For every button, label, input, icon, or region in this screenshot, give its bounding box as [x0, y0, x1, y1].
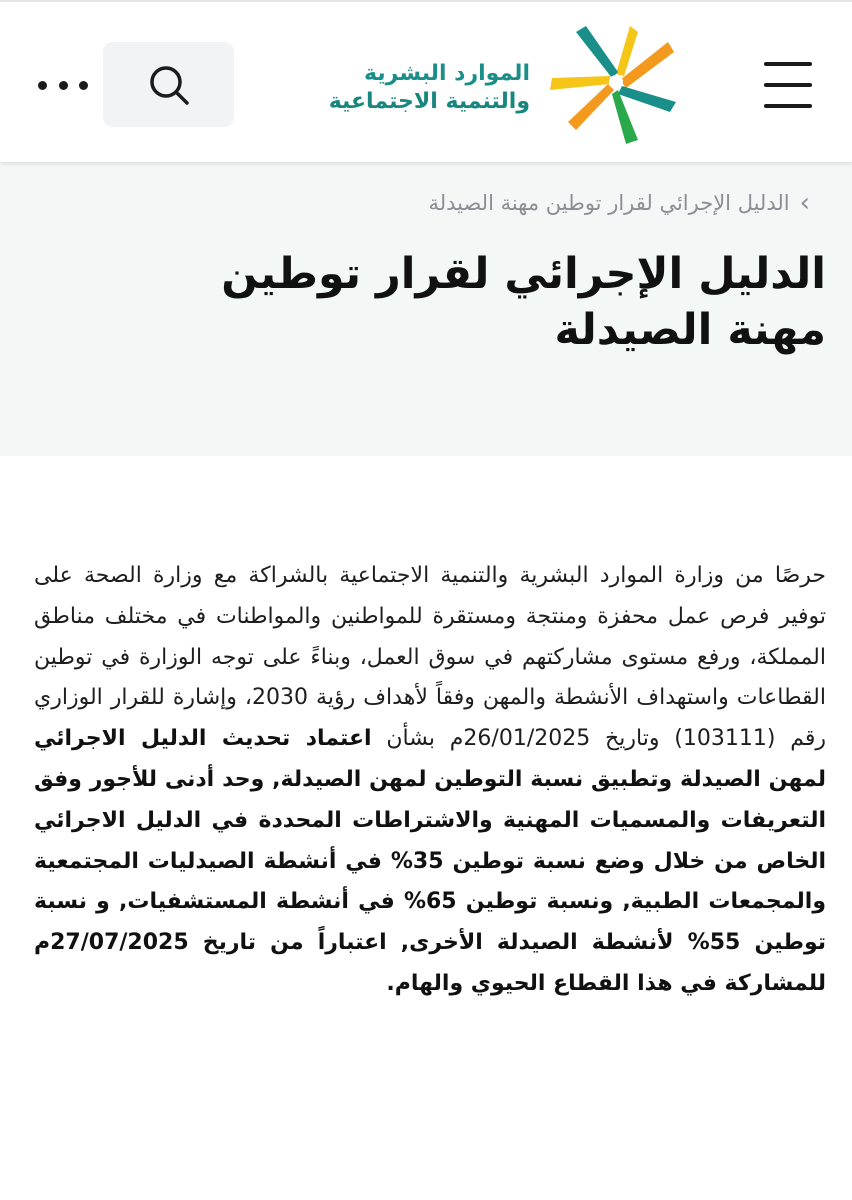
breadcrumb[interactable] [428, 190, 810, 216]
hamburger-menu-button[interactable] [764, 62, 812, 108]
paragraph-text: حرصًا من وزارة الموارد البشرية والتنمية الاجتماعية بالشراكة مع وزارة الصحة على توفير فرص عمل محفزة ومنتجة ومستقرة للمواطنين والمواطنات في مختلف مناطق المملكة، ورفع مستوى مشاركتهم في سوق العمل، وبناءً على توجه الوزارة في توطين القطاعات واستهداف الأنشطة والمهن وفقاً لأهداف رؤية 2030، وإشارة للقرار الوزاري رقم (103111) وتاريخ 26/01/2025م بشأن [34, 563, 827, 752]
paragraph-bold-text: اعتماد تحديث الدليل الاجرائي لمهن الصيدلة وتطبيق نسبة التوطين لمهن الصيدلة, وحد أدنى للأجور وفق التعريفات والمسميات المهنية والاشتراطات المحددة في الدليل الاجرائي الخاص من خلال وضع نسبة توطين 35% في أنشطة الصيدليات المجتمعية والمجمعات الطبية, ونسبة توطين 65% في أنشطة المستشفيات, و نسبة توطين 55% لأنشطة الصيدلة الأخرى, اعتباراً من تاريخ 27/07/2025م للمشاركة في هذا القطاع الحيوي والهام. [34, 726, 827, 996]
logo-line-1: الموارد البشرية [364, 61, 530, 86]
dot [59, 81, 68, 90]
search-button[interactable] [103, 42, 234, 127]
article-paragraph [34, 556, 826, 1005]
site-header [0, 0, 852, 162]
chevron-right-icon: › [799, 188, 810, 218]
logo-text [300, 60, 530, 116]
more-options-button[interactable] [38, 78, 88, 92]
dot [79, 81, 88, 90]
dot [38, 81, 47, 90]
menu-line [764, 62, 812, 66]
breadcrumb-item: الدليل الإجرائي لقرار توطين مهنة الصيدلة [428, 191, 790, 215]
logo-emblem-icon [540, 24, 690, 144]
search-icon [147, 63, 191, 107]
logo-line-2: والتنمية الاجتماعية [328, 89, 530, 114]
menu-line [764, 104, 812, 108]
ministry-logo[interactable] [315, 24, 690, 144]
page-title: الدليل الإجرائي لقرار توطين مهنة الصيدلة [221, 249, 826, 355]
menu-line [764, 83, 812, 87]
